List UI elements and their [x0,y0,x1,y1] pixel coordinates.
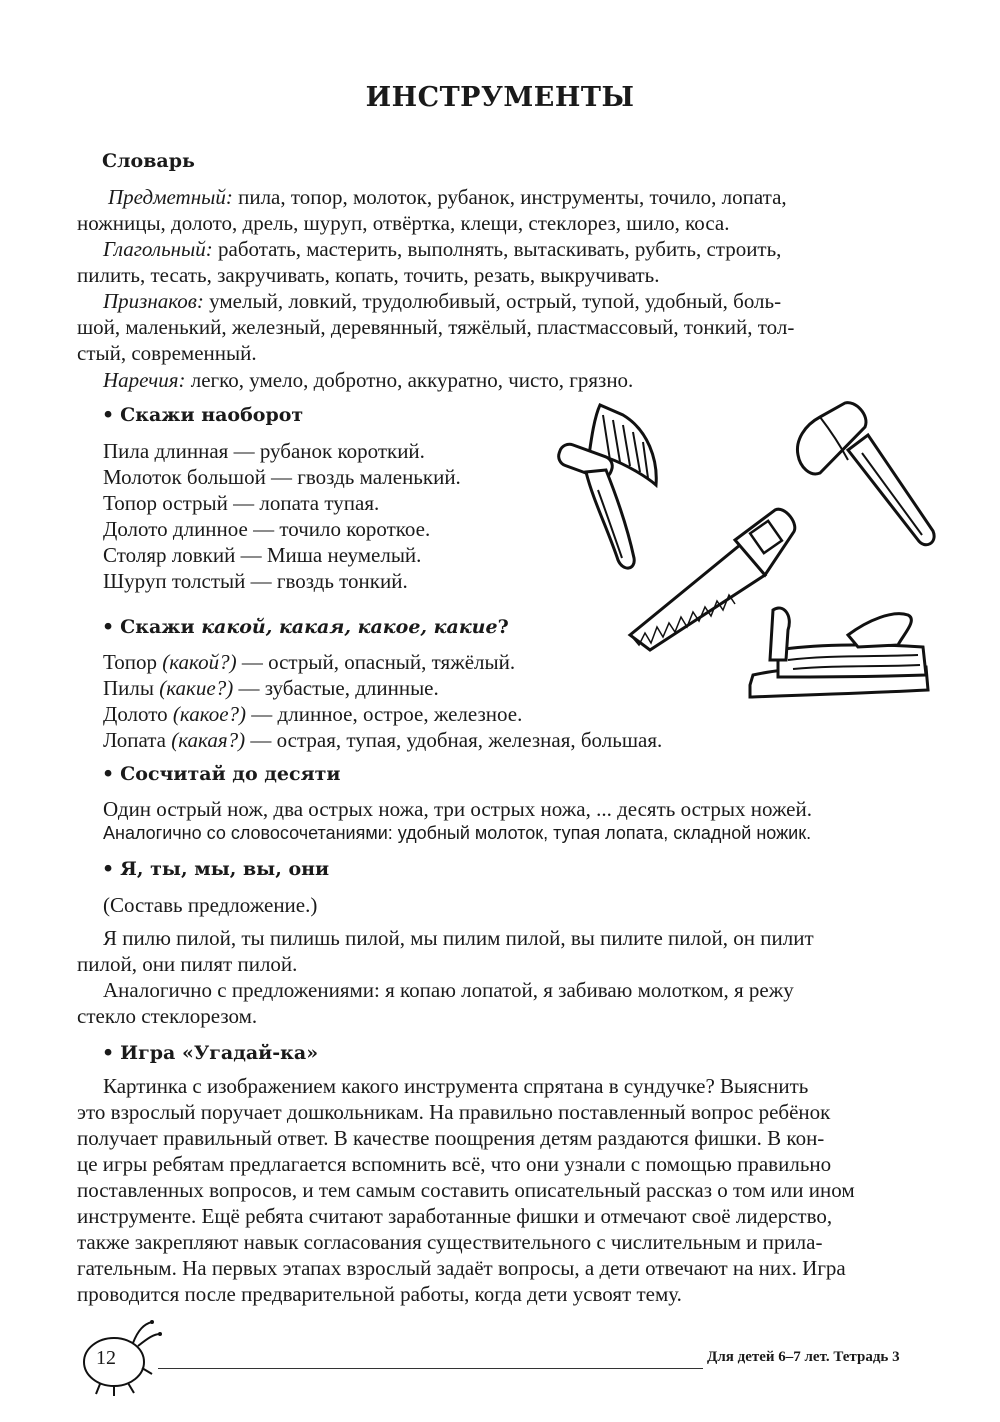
game-line: гательным. На первых этапах взрослый задаёт вопросы, а дети отвечают на них. Игра [77,1256,846,1280]
which-heading-italic: какой, какая, какое, какие [201,616,498,638]
opposite-line: Топор острый — лопата тупая. [103,491,380,515]
bullet: • [102,616,115,638]
pronouns-heading-text: Я, ты, мы, вы, они [120,858,330,880]
vocab-attr-label: Признаков: [103,289,204,313]
bug-mascot-icon [78,1318,163,1398]
footer-caption: Для детей 6–7 лет. Тетрадь 3 [707,1349,900,1365]
opposite-line: Долото длинное — точило короткое. [103,517,431,541]
vocab-verb [77,236,943,288]
which-question: (какие?) [159,676,234,700]
which-question: (какая?) [171,728,246,752]
which-word: Долото [103,702,173,726]
vocab-adverb-text: легко, умело, добротно, аккуратно, чисто, грязно. [185,368,634,392]
opposite-line: Шуруп толстый — гвоздь тонкий. [103,569,408,593]
pronouns-analog [77,977,943,1029]
bullet: • [102,404,115,426]
bullet: • [102,763,115,785]
page-number: 12 [96,1347,116,1369]
vocab-adverb-label: Наречия: [103,368,186,392]
which-row [103,649,515,675]
opposite-line: Столяр ловкий — Миша неумелый. [103,543,422,567]
vocab-heading: Словарь [102,150,195,172]
which-row [103,675,439,701]
footer-divider [158,1368,703,1369]
game-line: получает правильный ответ. В качестве поощрения детям раздаются фишки. В кон- [77,1126,825,1150]
which-answer: — острый, опасный, тяжёлый. [236,650,516,674]
which-row [103,727,662,753]
opposite-line: Пила длинная — рубанок короткий. [103,439,425,463]
game-line: инструменте. Ещё ребята считают заработанные фишки и отмечают своё лидерство, [77,1204,833,1228]
pronouns-note: (Составь предложение.) [103,893,318,917]
pronouns-p1-line2: пилой, они пилят пилой. [77,952,298,976]
pronouns-p2-line1: Аналогично с предложениями: я копаю лопатой, я забиваю молотком, я режу [103,978,794,1002]
which-answer: — длинное, острое, железное. [246,702,523,726]
vocab-adverb [77,367,943,393]
which-row [103,701,522,727]
which-answer: — зубастые, длинные. [233,676,439,700]
vocab-attr-line3: стый, современный. [77,341,257,365]
game-heading-text: Игра «Угадай-ка» [120,1042,319,1064]
count-line: Один острый нож, два острых ножа, три острых ножа, ... десять острых ножей. [103,797,812,821]
which-heading [102,616,509,638]
vocab-attr [77,288,943,366]
which-word: Топор [103,650,163,674]
game-line: поставленных вопросов, и тем самым составить описательный рассказ о том или ином [77,1178,855,1202]
vocab-subject [77,184,943,236]
pronouns-p2-line2: стекло стеклорезом. [77,1004,258,1028]
which-heading-pre: Скажи [120,616,202,638]
count-heading-text: Сосчитай до десяти [120,763,341,785]
game-line: это взрослый поручает дошкольникам. На правильно поставленный вопрос ребёнок [77,1100,831,1124]
vocab-verb-text: работать, мастерить, выполнять, вытаскивать, рубить, строить, [212,237,782,261]
which-answer: — острая, тупая, удобная, железная, большая. [245,728,663,752]
which-question: (какое?) [172,702,247,726]
vocab-verb-line2: пилить, тесать, закручивать, копать, точить, резать, выкручивать. [77,263,660,287]
vocab-attr-text: умелый, ловкий, трудолюбивый, острый, тупой, удобный, боль- [203,289,782,313]
game-heading [102,1042,318,1064]
which-word: Пилы [103,676,160,700]
bullet: • [102,858,115,880]
game-line: це игры ребятам предлагается вспомнить всё, что они узнали с помощью правильно [77,1152,832,1176]
game-line: также закрепляют навык согласования существительного с числительным и прила- [77,1230,823,1254]
which-word: Лопата [103,728,172,752]
vocab-attr-line2: шой, маленький, железный, деревянный, тяжёлый, пластмассовый, тонкий, тол- [77,315,795,339]
plane-illustration [748,605,933,700]
bullet: • [102,1042,115,1064]
opposite-line: Молоток большой — гвоздь маленький. [103,465,461,489]
which-question: (какой?) [162,650,237,674]
count-heading [102,763,340,785]
vocab-subject-label: Предметный: [108,185,233,209]
page-title: ИНСТРУМЕНТЫ [365,82,635,113]
pronouns-paragraph [77,925,943,977]
vocab-subject-text: пила, топор, молоток, рубанок, инструменты, точило, лопата, [232,185,787,209]
opposite-heading-text: Скажи наоборот [120,404,304,426]
count-line-analog: Аналогично со словосочетаниями: удобный молоток, тупая лопата, складной ножик. [103,823,812,843]
game-line: проводится после предварительной работы, когда дети усвоят тему. [77,1282,682,1306]
pronouns-p1-line1: Я пилю пилой, ты пилишь пилой, мы пилим пилой, вы пилите пилой, он пилит [103,926,814,950]
which-heading-post: ? [497,616,509,638]
pronouns-heading [102,858,329,880]
hammer-illustration [790,395,940,555]
vocab-verb-label: Глагольный: [103,237,213,261]
vocab-subject-line2: ножницы, долото, дрель, шуруп, отвёртка, клещи, стеклорез, шило, коса. [77,211,730,235]
game-paragraph [77,1073,943,1307]
game-line: Картинка с изображением какого инструмента спрятана в сундучке? Выяснить [103,1074,809,1098]
opposite-heading [102,404,303,426]
